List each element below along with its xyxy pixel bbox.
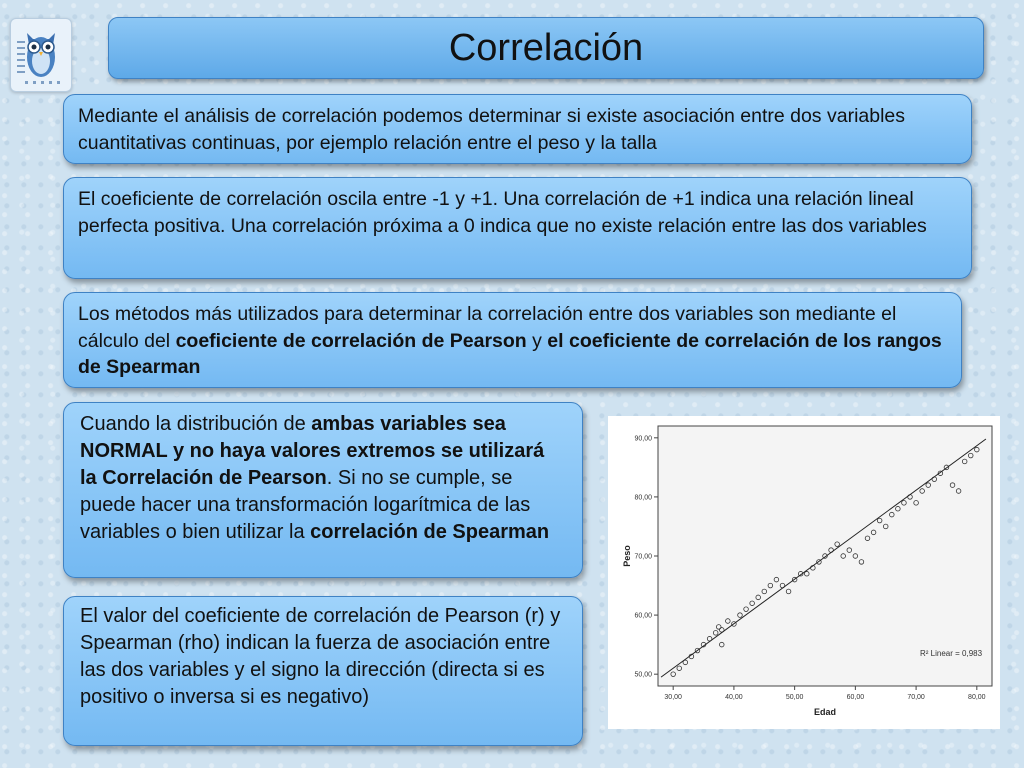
y-tick-label: 50,00	[634, 671, 652, 679]
x-tick-label: 30,00	[664, 694, 682, 701]
x-tick-label: 60,00	[846, 694, 865, 701]
x-tick-label: 80,00	[968, 694, 986, 701]
intro-box	[63, 94, 972, 164]
conditions-text-2: . Si no se cumple, se puede hacer una transformación logarítmica de las variables o bien utilizar la	[80, 467, 531, 543]
interpretation-text: El valor del coeficiente de correlación de Pearson (r) y Spearman (rho) indican la fuerza de asociación entre las dos variables y el signo la dirección (directa si es positivo o inversa si es negativo)	[80, 605, 561, 708]
x-axis-label: Edad	[813, 707, 837, 717]
methods-text-1: Los métodos más utilizados para determinar la correlación entre dos variables son mediante el cálculo del	[78, 303, 897, 352]
x-tick-label: 70,00	[907, 694, 925, 701]
scatter-plot-svg	[608, 416, 1000, 729]
methods-text-2: y	[526, 329, 548, 352]
pearson-term: coeficiente de correlación de Pearson	[175, 329, 527, 352]
coefficient-range-text: El coeficiente de correlación oscila entre -1 y +1. Una correlación de +1 indica una relación lineal perfecta positiva. Una correlación próxima a 0 indica que no existe relación entre las dos variables	[78, 188, 927, 237]
page-title: Correlación	[448, 26, 644, 69]
owl-logo	[10, 18, 72, 92]
x-tick-label: 50,00	[785, 694, 804, 701]
normal-condition: ambas variables sea NORMAL y no haya valores extremos se utilizará la Correlación de Pearson	[80, 413, 545, 489]
title-banner	[108, 17, 984, 79]
spearman-term: el coeficiente de correlación de los rangos de Spearman	[78, 329, 942, 378]
r-squared-label: R² Linear = 0,983	[920, 649, 983, 658]
x-tick-label: 40,00	[725, 694, 743, 701]
y-tick-label: 60,00	[634, 612, 652, 620]
y-axis-label: Peso	[622, 545, 632, 567]
owl-icon	[11, 19, 71, 91]
y-tick-label: 90,00	[634, 435, 652, 443]
plot-area	[658, 426, 992, 686]
coefficient-range-box	[63, 177, 972, 279]
scatter-chart	[608, 416, 1000, 729]
y-tick-label: 80,00	[634, 494, 652, 502]
y-tick-label: 70,00	[634, 553, 652, 561]
intro-text: Mediante el análisis de correlación podemos determinar si existe asociación entre dos variables cuantitativas continuas, por ejemplo relación entre el peso y la talla	[78, 105, 906, 154]
interpretation-box	[63, 596, 583, 746]
spearman-alternative: correlación de Spearman	[310, 521, 550, 543]
pearson-conditions-box	[63, 402, 583, 578]
methods-box	[63, 292, 962, 388]
conditions-text-1: Cuando la distribución de	[80, 413, 312, 435]
